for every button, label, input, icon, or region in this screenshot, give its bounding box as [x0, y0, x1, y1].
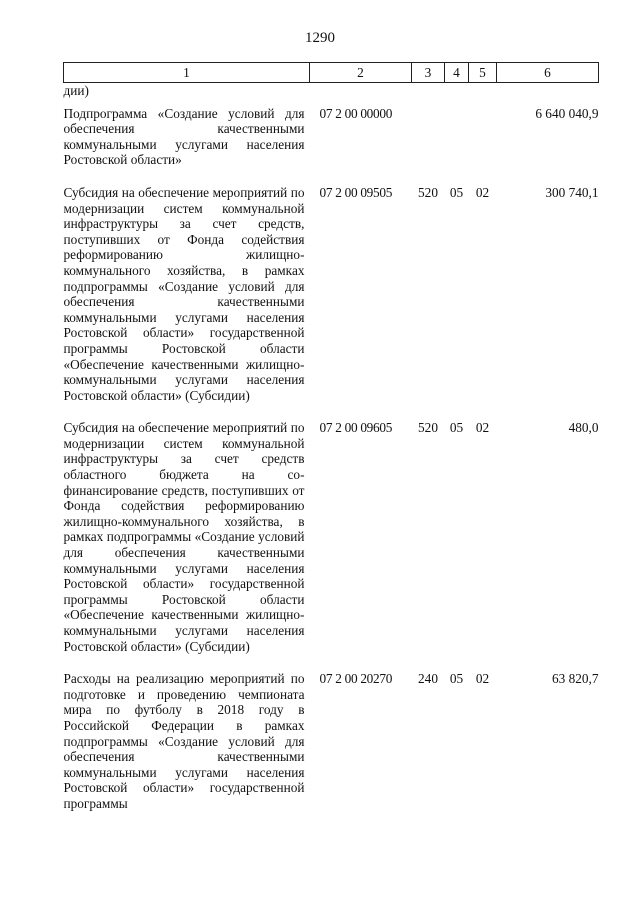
table-row [64, 106, 599, 185]
row-amount [497, 83, 599, 106]
row-amount: 480,0 [568, 420, 599, 436]
row-code: 07 2 00 20270 [319, 671, 393, 687]
row-name: дии) [63, 83, 89, 98]
table-row [64, 671, 599, 828]
row-name: Субсидия на обеспечение мероприятий по модернизации систем коммунальной инфраструктуры за счет средств, поступивших от Фонда содействия реформированию жилищно-коммунального хозяйства, в рамках подпрограммы «Создание условий для обеспечения качественными коммунальными услугами населения Ростовской области» государственной программы Ростовской области «Обеспечение качественными жилищно-коммунальными услугами населения Ростовской области» (Субсидии) [63, 184, 305, 403]
header-col-6: 6 [497, 63, 599, 83]
header-col-1: 1 [64, 63, 310, 83]
row-subsection: 02 [475, 671, 490, 687]
row-expense-type: 520 [418, 184, 438, 200]
header-col-5: 5 [469, 63, 497, 83]
header-col-2: 2 [310, 63, 412, 83]
row-code: 07 2 00 09505 [319, 184, 393, 200]
row-code: 07 2 00 09605 [319, 420, 393, 436]
table-body [64, 83, 599, 829]
row-expense-type: 520 [418, 420, 438, 436]
row-section: 05 [449, 420, 464, 436]
header-col-4: 4 [445, 63, 469, 83]
row-section: 05 [449, 184, 464, 200]
row-subsection [469, 83, 497, 106]
row-expense-type: 240 [418, 671, 438, 687]
row-name: Субсидия на обеспечение мероприятий по модернизации систем коммунальной инфраструктуры за счет средств областного бюджета на софинансирование средств, поступивших от Фонда содействия реформированию жилищно-коммунального хозяйства, в рамках подпрограммы «Создание условий для обеспечения качественными коммунальными услугами населения Ростовской области» государственной программы Ростовской области «Обеспечение качественными жилищно-коммунальными услугами населения Ростовской области» (Субсидии) [63, 420, 305, 654]
table-row [64, 185, 599, 420]
row-subsection: 02 [475, 420, 490, 436]
row-name: Расходы на реализацию мероприятий по подготовке и проведению чемпионата мира по футболу в 2018 году в Российской Федерации в рамках подпрограммы «Создание условий для обеспечения качественными коммунальными услугами населения Ростовской области» государственной программы [63, 671, 305, 811]
row-section [445, 83, 469, 106]
row-expense-type [412, 106, 445, 185]
row-amount: 6 640 040,9 [535, 105, 599, 121]
row-code [310, 83, 412, 106]
header-col-3: 3 [412, 63, 445, 83]
page-number: 1290 [305, 30, 335, 46]
row-code: 07 2 00 00000 [319, 105, 393, 121]
row-amount: 63 820,7 [551, 671, 599, 687]
row-section: 05 [449, 671, 464, 687]
row-subsection [469, 106, 497, 185]
table-row [64, 420, 599, 671]
row-name: Подпрограмма «Создание условий для обеспечения качественными коммунальными услугами населения Ростовской области» [63, 105, 305, 168]
header-row [64, 63, 599, 83]
table-header [64, 63, 599, 83]
row-expense-type [412, 83, 445, 106]
row-section [445, 106, 469, 185]
table-row [64, 83, 599, 106]
row-amount: 300 740,1 [545, 184, 599, 200]
row-subsection: 02 [475, 184, 490, 200]
budget-table [63, 62, 599, 829]
